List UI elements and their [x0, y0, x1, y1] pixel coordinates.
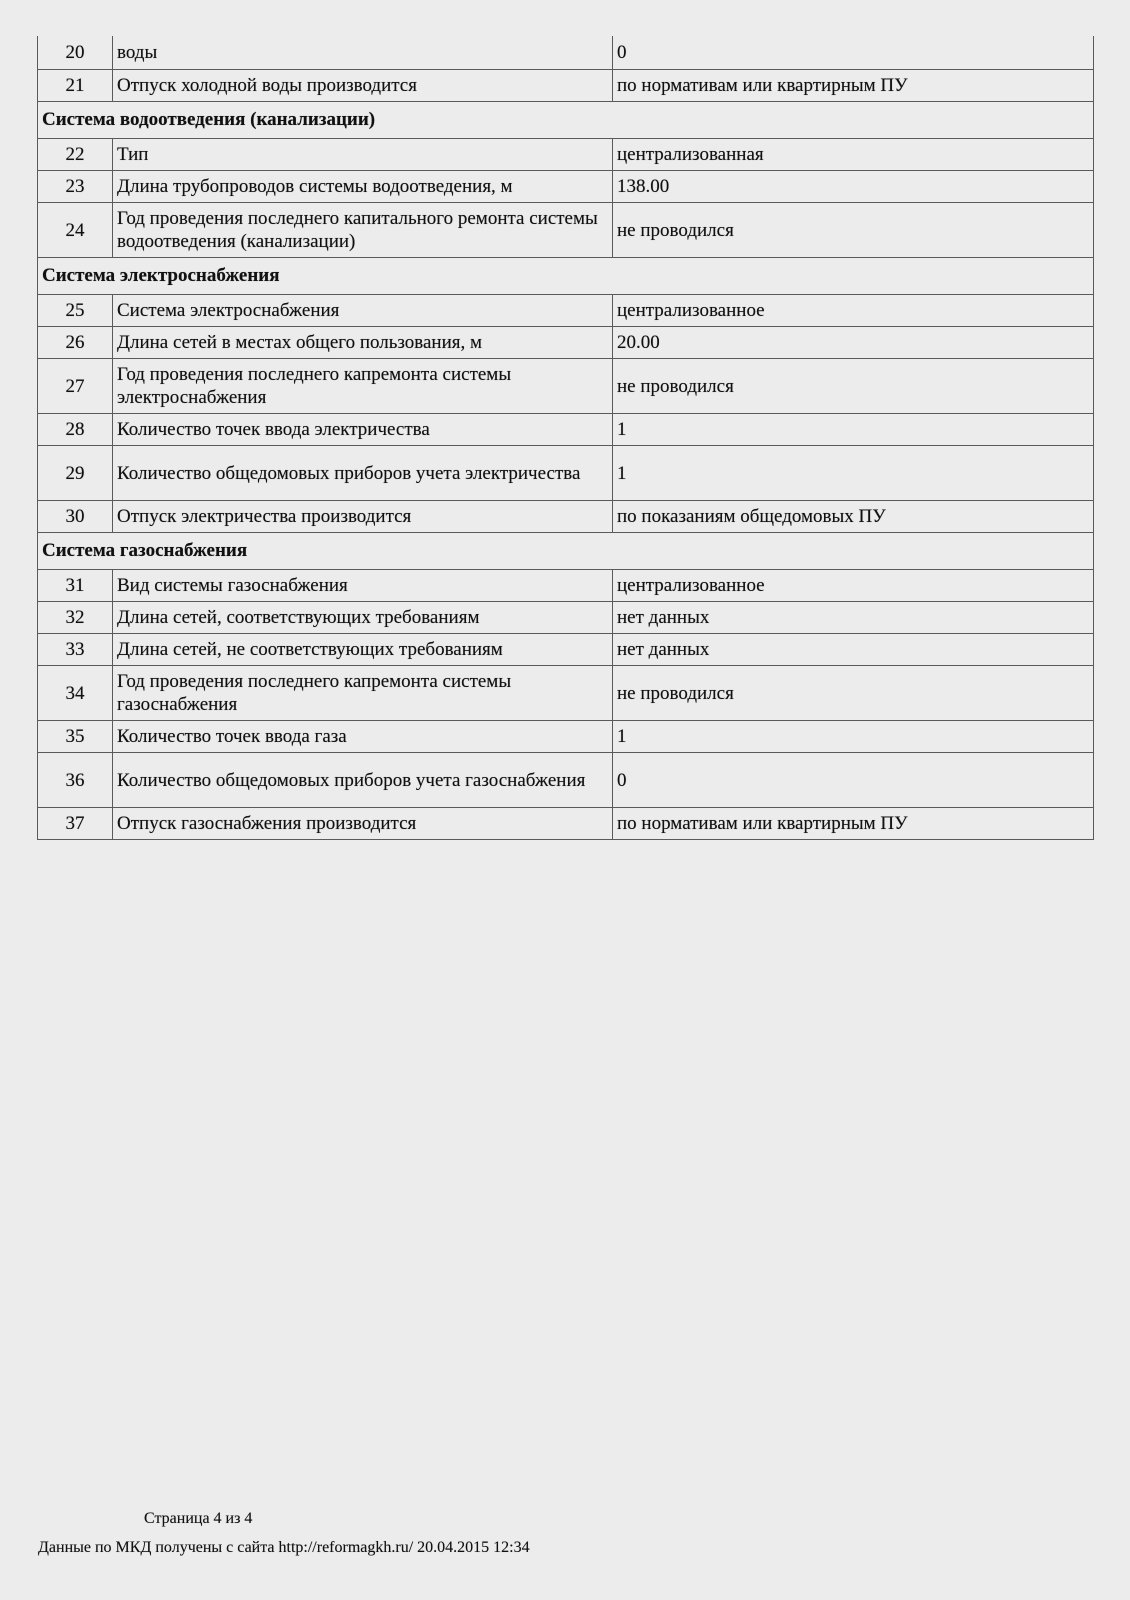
row-number: 22 — [38, 139, 113, 171]
row-label: Год проведения последнего капремонта системы газоснабжения — [113, 666, 613, 721]
row-label: Количество общедомовых приборов учета электричества — [113, 446, 613, 501]
row-label: Год проведения последнего капремонта системы электроснабжения — [113, 359, 613, 414]
row-value: 0 — [613, 753, 1094, 808]
page-number: Страница 4 из 4 — [144, 1510, 253, 1527]
row-label: Отпуск холодной воды производится — [113, 70, 613, 102]
row-value: 1 — [613, 721, 1094, 753]
row-number: 34 — [38, 666, 113, 721]
table-row — [38, 808, 1094, 840]
row-value: по показаниям общедомовых ПУ — [613, 501, 1094, 533]
row-label: воды — [113, 37, 613, 70]
section-title-electricity: Система электроснабжения — [38, 258, 1094, 295]
row-label: Система электроснабжения — [113, 295, 613, 327]
row-value: не проводился — [613, 666, 1094, 721]
row-number: 37 — [38, 808, 113, 840]
row-label: Год проведения последнего капитального ремонта системы водоотведения (канализации) — [113, 203, 613, 258]
section-header-row — [38, 533, 1094, 570]
table-row — [38, 327, 1094, 359]
row-value: нет данных — [613, 602, 1094, 634]
row-label: Количество точек ввода газа — [113, 721, 613, 753]
row-number: 23 — [38, 171, 113, 203]
table-row — [38, 721, 1094, 753]
row-number: 27 — [38, 359, 113, 414]
row-label: Вид системы газоснабжения — [113, 570, 613, 602]
row-number: 28 — [38, 414, 113, 446]
table-row — [38, 602, 1094, 634]
table-row — [38, 37, 1094, 70]
table-row — [38, 634, 1094, 666]
row-number: 33 — [38, 634, 113, 666]
row-number: 20 — [38, 37, 113, 70]
row-number: 21 — [38, 70, 113, 102]
row-value: не проводился — [613, 359, 1094, 414]
table-row — [38, 501, 1094, 533]
row-label: Тип — [113, 139, 613, 171]
row-value: централизованная — [613, 139, 1094, 171]
row-number: 29 — [38, 446, 113, 501]
table-row — [38, 359, 1094, 414]
section-title-sewerage: Система водоотведения (канализации) — [38, 102, 1094, 139]
table-row — [38, 70, 1094, 102]
table-row — [38, 295, 1094, 327]
row-value: по нормативам или квартирным ПУ — [613, 70, 1094, 102]
house-data-table — [37, 36, 1094, 840]
row-value: 20.00 — [613, 327, 1094, 359]
source-note: Данные по МКД получены с сайта http://reformagkh.ru/ 20.04.2015 12:34 — [38, 1539, 530, 1556]
row-number: 36 — [38, 753, 113, 808]
row-number: 26 — [38, 327, 113, 359]
section-title-gas: Система газоснабжения — [38, 533, 1094, 570]
section-header-row — [38, 102, 1094, 139]
row-label: Длина сетей, соответствующих требованиям — [113, 602, 613, 634]
row-number: 30 — [38, 501, 113, 533]
table-row — [38, 139, 1094, 171]
row-value: нет данных — [613, 634, 1094, 666]
row-value: по нормативам или квартирным ПУ — [613, 808, 1094, 840]
table-row — [38, 753, 1094, 808]
table-row — [38, 203, 1094, 258]
row-value: 0 — [613, 37, 1094, 70]
row-value: 138.00 — [613, 171, 1094, 203]
row-value: централизованное — [613, 570, 1094, 602]
table-row — [38, 446, 1094, 501]
table-row — [38, 171, 1094, 203]
row-label: Длина сетей, не соответствующих требованиям — [113, 634, 613, 666]
row-number: 24 — [38, 203, 113, 258]
row-number: 31 — [38, 570, 113, 602]
row-value: 1 — [613, 414, 1094, 446]
row-value: 1 — [613, 446, 1094, 501]
row-label: Количество точек ввода электричества — [113, 414, 613, 446]
row-number: 35 — [38, 721, 113, 753]
table-row — [38, 414, 1094, 446]
row-label: Отпуск газоснабжения производится — [113, 808, 613, 840]
row-value: централизованное — [613, 295, 1094, 327]
row-label: Длина сетей в местах общего пользования, м — [113, 327, 613, 359]
row-number: 25 — [38, 295, 113, 327]
row-label: Количество общедомовых приборов учета газоснабжения — [113, 753, 613, 808]
row-label: Длина трубопроводов системы водоотведения, м — [113, 171, 613, 203]
table-row — [38, 666, 1094, 721]
section-header-row — [38, 258, 1094, 295]
row-label: Отпуск электричества производится — [113, 501, 613, 533]
row-value: не проводился — [613, 203, 1094, 258]
table-row — [38, 570, 1094, 602]
row-number: 32 — [38, 602, 113, 634]
